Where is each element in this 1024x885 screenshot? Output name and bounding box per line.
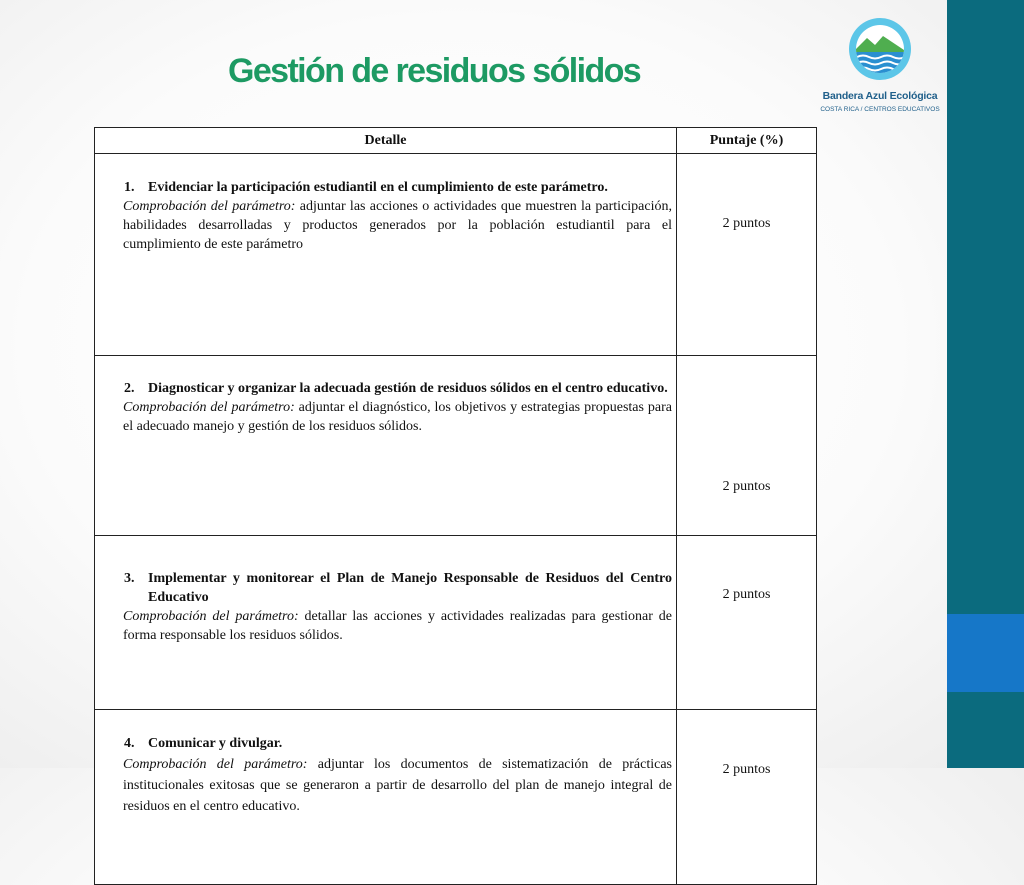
item-description	[123, 197, 672, 254]
description-label: Comprobación del parámetro:	[123, 199, 296, 214]
detail-cell	[95, 536, 677, 710]
item-title-text: Implementar y monitorear el Plan de Manejo Responsable de Residuos del Centro Educativo	[148, 571, 672, 605]
item-title	[124, 569, 672, 607]
item-number: 4.	[124, 736, 135, 751]
description-label: Comprobación del parámetro:	[123, 609, 299, 624]
description-label: Comprobación del parámetro:	[123, 400, 295, 415]
item-title-text: Evidenciar la participación estudiantil en el cumplimiento de este parámetro.	[148, 180, 608, 195]
description-label: Comprobación del parámetro:	[123, 757, 308, 772]
item-description	[123, 754, 672, 817]
score-cell: 2 puntos	[677, 536, 817, 710]
table-row	[95, 356, 817, 536]
bandera-azul-emblem-icon	[847, 16, 913, 82]
table-row	[95, 710, 817, 885]
detail-cell	[95, 356, 677, 536]
description-text: detallar las acciones y actividades realizadas para gestionar de forma responsable los residuos sólidos.	[123, 609, 672, 643]
header-detail: Detalle	[95, 128, 677, 154]
item-number: 2.	[124, 381, 135, 396]
slide-title: Gestión de residuos sólidos	[228, 52, 641, 90]
item-title	[124, 178, 672, 197]
detail-cell	[95, 154, 677, 356]
item-number: 1.	[124, 180, 135, 195]
detail-cell	[95, 710, 677, 885]
item-description	[123, 398, 672, 436]
criteria-table	[94, 127, 817, 885]
score-cell: 2 puntos	[677, 710, 817, 885]
table-row	[95, 154, 817, 356]
item-title-text: Comunicar y divulgar.	[148, 736, 283, 751]
item-title-text: Diagnosticar y organizar la adecuada gestión de residuos sólidos en el centro educativo.	[148, 381, 668, 396]
header-score: Puntaje (%)	[677, 128, 817, 154]
description-text: adjuntar los documentos de sistematización de prácticas institucionales exitosas que se generaron a partir de desarrollo del plan de manejo integral de residuos en el centro educativo.	[123, 757, 672, 814]
score-cell: 2 puntos	[677, 154, 817, 356]
table-row	[95, 536, 817, 710]
description-text: adjuntar el diagnóstico, los objetivos y estrategias propuestas para el adecuado manejo y gestión de los residuos sólidos.	[123, 400, 672, 434]
logo-name: Bandera Azul Ecológica	[822, 90, 938, 102]
item-number: 3.	[124, 571, 135, 586]
bandera-azul-logo	[820, 8, 940, 126]
logo-subtitle: COSTA RICA / CENTROS EDUCATIVOS	[820, 106, 940, 113]
item-title	[124, 379, 672, 398]
table-header-row	[95, 128, 817, 154]
description-text: adjuntar las acciones o actividades que muestren la participación, habilidades desarrolladas y productos generados por la población estudiantil para el cumplimiento de este parámetro	[123, 199, 672, 252]
side-accent-block	[947, 614, 1024, 692]
item-title	[124, 733, 672, 754]
score-cell: 2 puntos	[677, 356, 817, 536]
item-description	[123, 607, 672, 645]
